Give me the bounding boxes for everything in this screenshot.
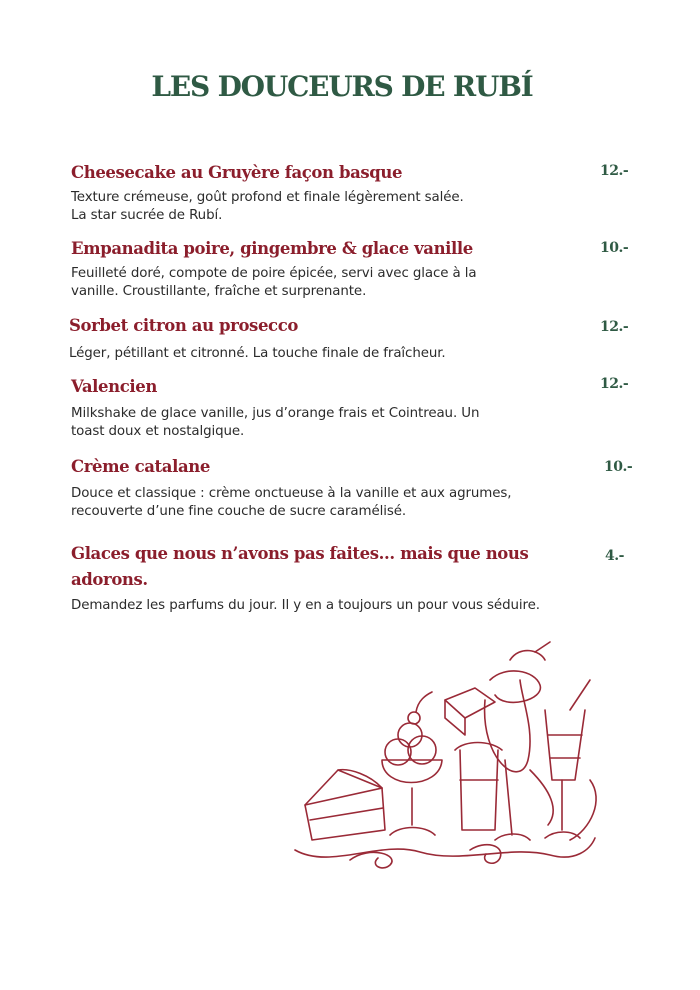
item-description: Léger, pétillant et citronné. La touche finale de fraîcheur.: [69, 346, 446, 361]
item-name: Empanadita poire, gingembre & glace vanille: [71, 239, 473, 258]
menu-item: [71, 541, 631, 615]
menu-item: [69, 313, 629, 363]
item-price: 10.-: [600, 240, 629, 256]
item-price: 4.-: [605, 548, 624, 564]
item-description: Douce et classique : crème onctueuse à la vanille et aux agrumes, recouverte d’une fine couche de sucre caramélisé.: [71, 486, 512, 519]
menu-item: [71, 454, 631, 521]
item-name: Crème catalane: [71, 457, 210, 476]
item-description: Milkshake de glace vanille, jus d’orange frais et Cointreau. Un toast doux et nostalgique.: [71, 406, 480, 439]
page-title: LES DOUCEURS DE RUBÍ: [151, 70, 533, 103]
item-description: Texture crémeuse, goût profond et finale légèrement salée. La star sucrée de Rubí.: [71, 190, 464, 223]
item-description: Demandez les parfums du jour. Il y en a toujours un pour vous séduire.: [71, 598, 540, 613]
menu-item: [71, 374, 631, 441]
item-price: 10.-: [604, 459, 633, 475]
item-name: Valencien: [71, 377, 157, 396]
item-name: Glaces que nous n’avons pas faites… mais que nous adorons.: [71, 544, 529, 589]
item-price: 12.-: [600, 319, 629, 335]
item-name: Sorbet citron au prosecco: [69, 316, 298, 335]
item-description: Feuilleté doré, compote de poire épicée, servi avec glace à la vanille. Croustillante, fraîche et surprenante.: [71, 266, 477, 299]
item-name: Cheesecake au Gruyère façon basque: [71, 163, 403, 182]
item-price: 12.-: [600, 376, 629, 392]
menu-item: [71, 236, 631, 301]
item-price: 12.-: [600, 163, 629, 179]
dessert-sketch-icon: [290, 640, 610, 870]
menu-item: [71, 160, 631, 225]
